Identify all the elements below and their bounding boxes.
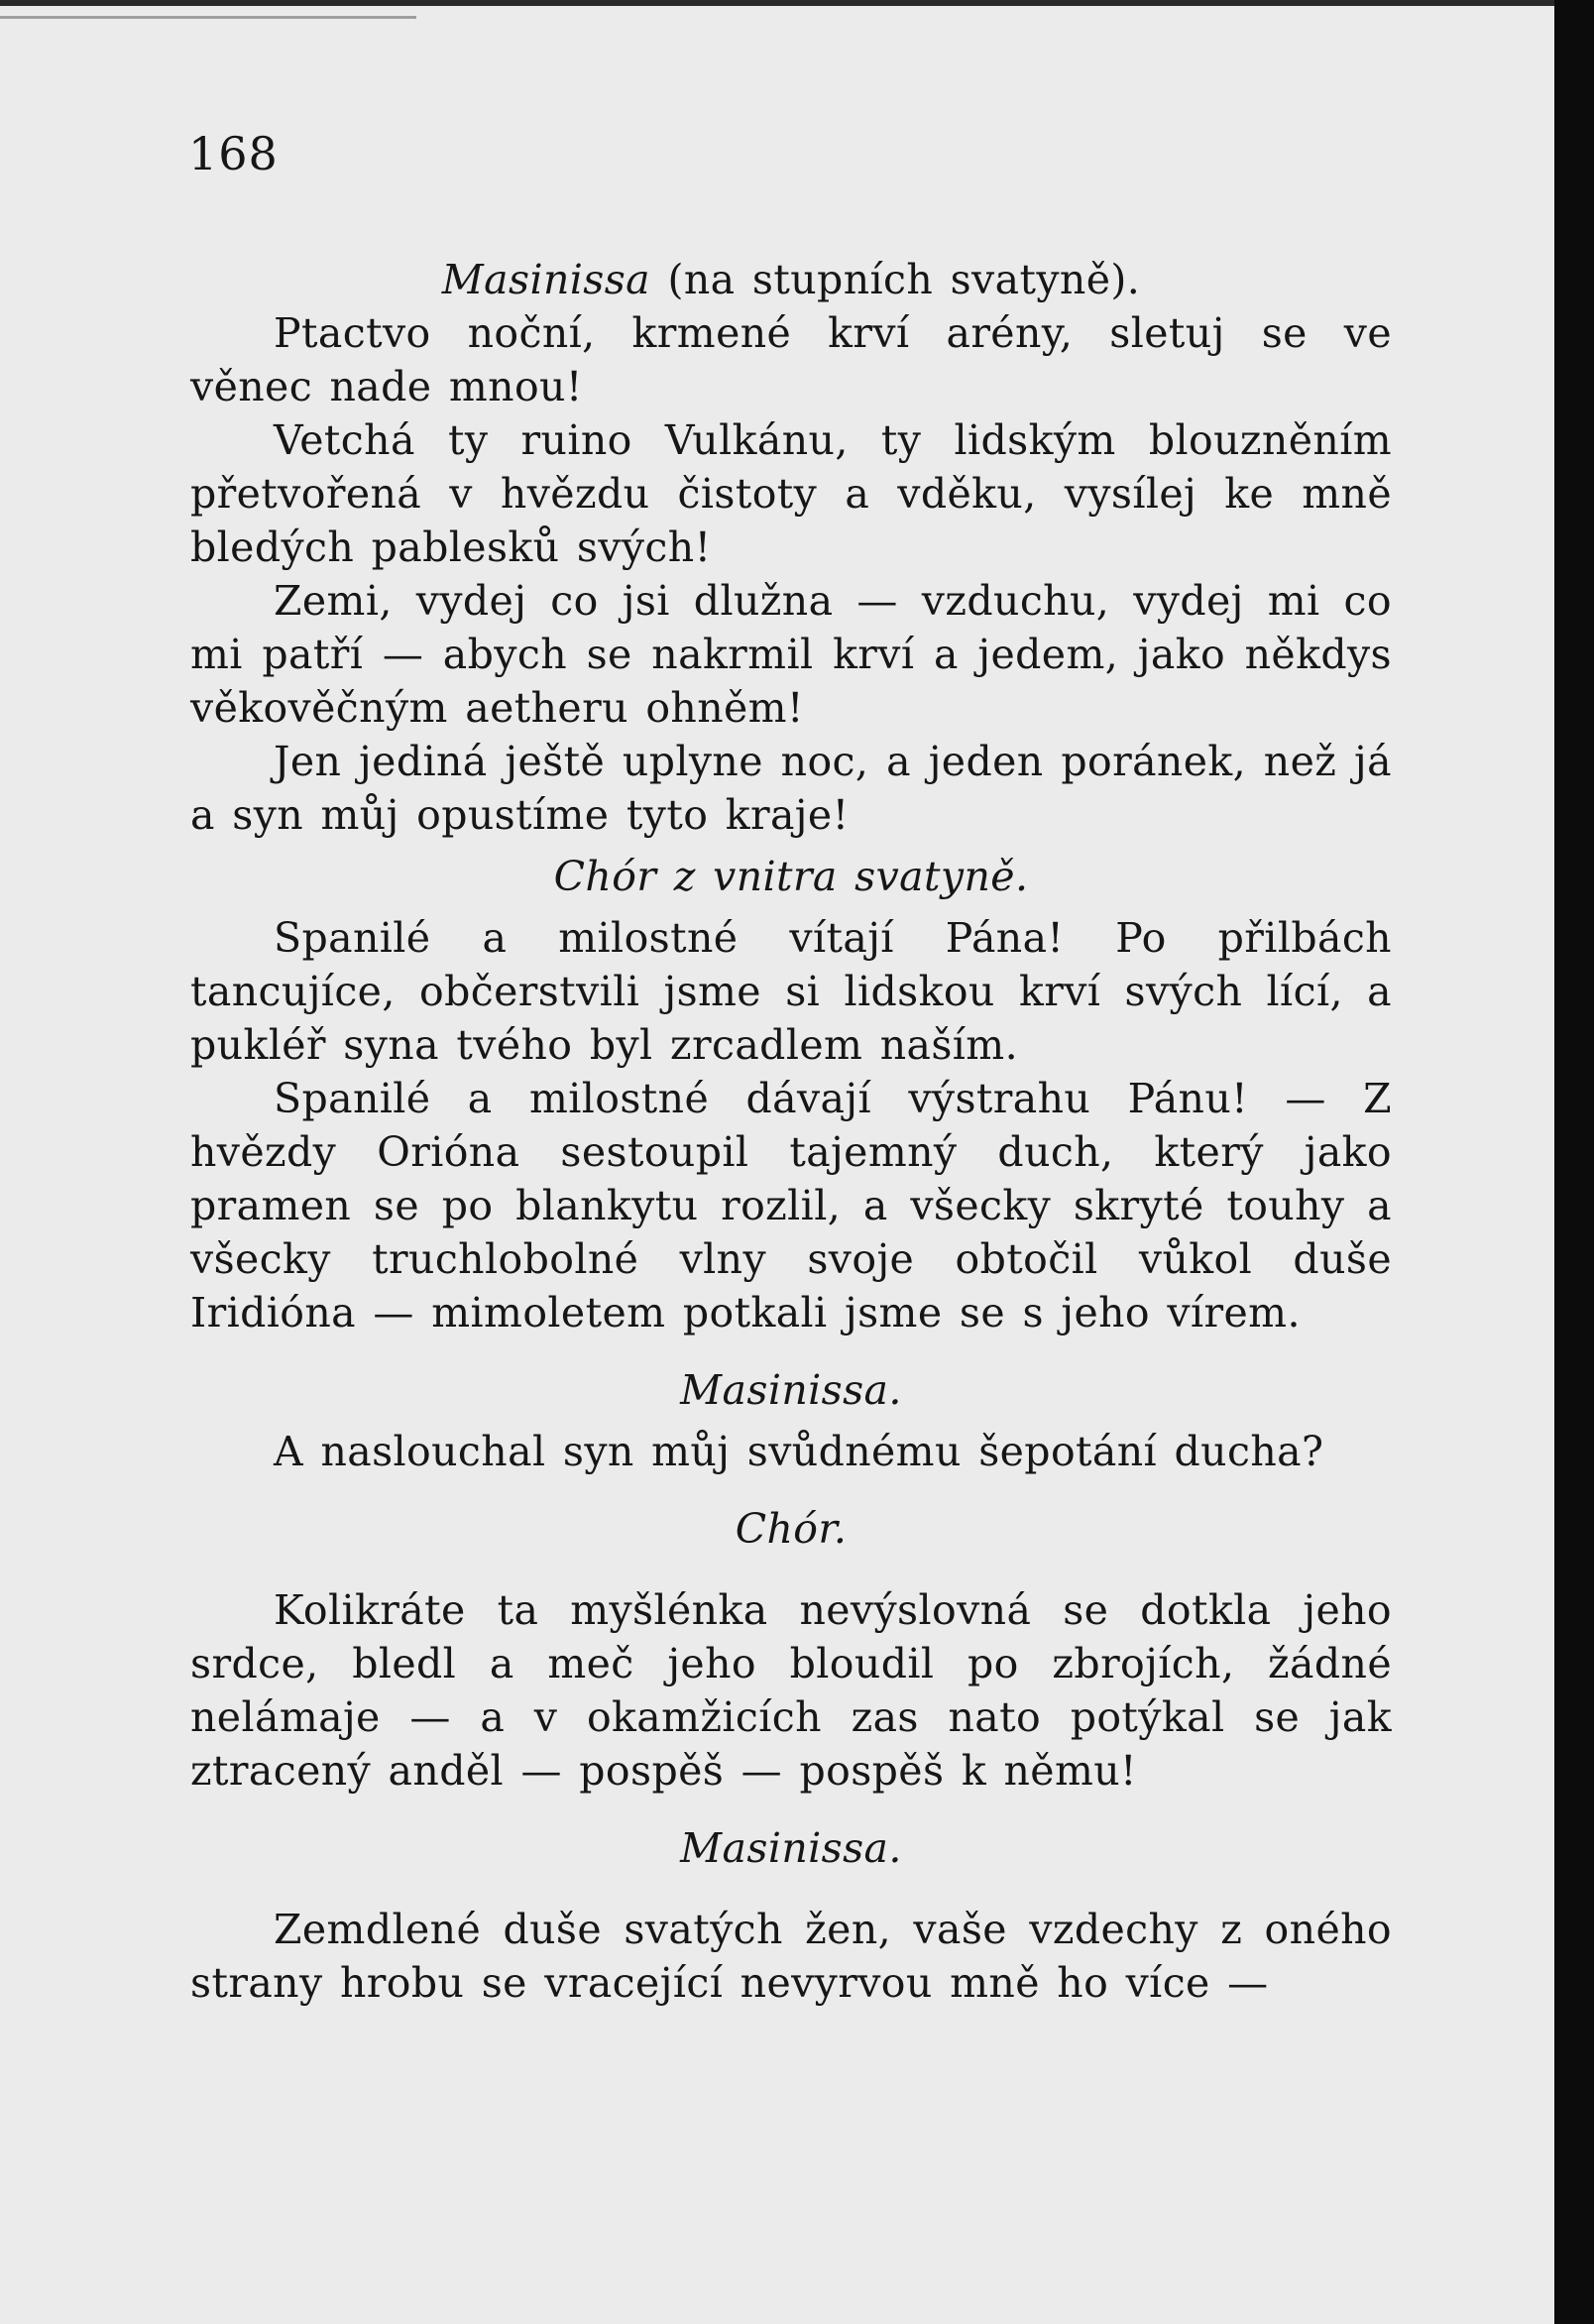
stage-direction: (na stupních svatyně). xyxy=(667,256,1141,303)
speech-paragraph: A naslouchal syn můj svůdnému šepotání ducha? xyxy=(274,1428,1324,1475)
speaker-heading: Masinissa. xyxy=(680,1366,902,1414)
speech-paragraph: Ptactvo noční, krmené krví arény, sletuj se ve věnec nade mnou! xyxy=(190,309,1392,410)
speech-paragraph: Jen jediná ještě uplyne noc, a jeden poránek, než já a syn můj opustíme tyto kraje! xyxy=(190,738,1392,839)
speech-paragraph: Spanilé a milostné vítají Pána! Po přilbách tancujíce, občerstvili jsme si lidskou krví svých lící, a pukléř syna tvého byl zrcadlem naším. xyxy=(190,914,1392,1069)
page-text xyxy=(190,243,1392,2010)
speech-paragraph: Spanilé a milostné dávají výstrahu Pánu! — Z hvězdy Orióna sestoupil tajemný duch, který jako pramen se po blankytu rozlil, a všecky skryté touhy a všecky truchlobolné vlny svoje obtočil vůkol duše Iridióna — mimoletem potkali jsme se s jeho vírem. xyxy=(190,1075,1392,1336)
speaker-heading: Chór z vnitra svatyně. xyxy=(553,853,1029,900)
speaker-name: Masinissa xyxy=(441,256,651,303)
speaker-heading xyxy=(190,253,1392,306)
page-top-rule xyxy=(0,0,416,19)
speech-paragraph: Zemdlené duše svatých žen, vaše vzdechy z oného strany hrobu se vracející nevyrvou mně ho více — xyxy=(190,1906,1392,2007)
page-number: 168 xyxy=(188,127,279,180)
speaker-heading: Chór. xyxy=(735,1505,848,1553)
speaker-heading: Masinissa. xyxy=(680,1824,902,1872)
speech-paragraph: Zemi, vydej co jsi dlužna — vzduchu, vydej mi co mi patří — abych se nakrmil krví a jedem, jako někdys věkověčným aetheru ohněm! xyxy=(190,577,1392,732)
scan-border-right xyxy=(1554,0,1594,2324)
speech-paragraph: Vetchá ty ruino Vulkánu, ty lidským blouzněním přetvořená v hvězdu čistoty a vděku, vysílej ke mně bledých pablesků svých! xyxy=(190,416,1392,571)
speech-paragraph: Kolikráte ta myšlénka nevýslovná se dotkla jeho srdce, bledl a meč jeho bloudil po zbrojích, žádné nelámaje — a v okamžicích zas nato potýkal se jak ztracený anděl — pospěš — pospěš k němu! xyxy=(190,1586,1392,1795)
